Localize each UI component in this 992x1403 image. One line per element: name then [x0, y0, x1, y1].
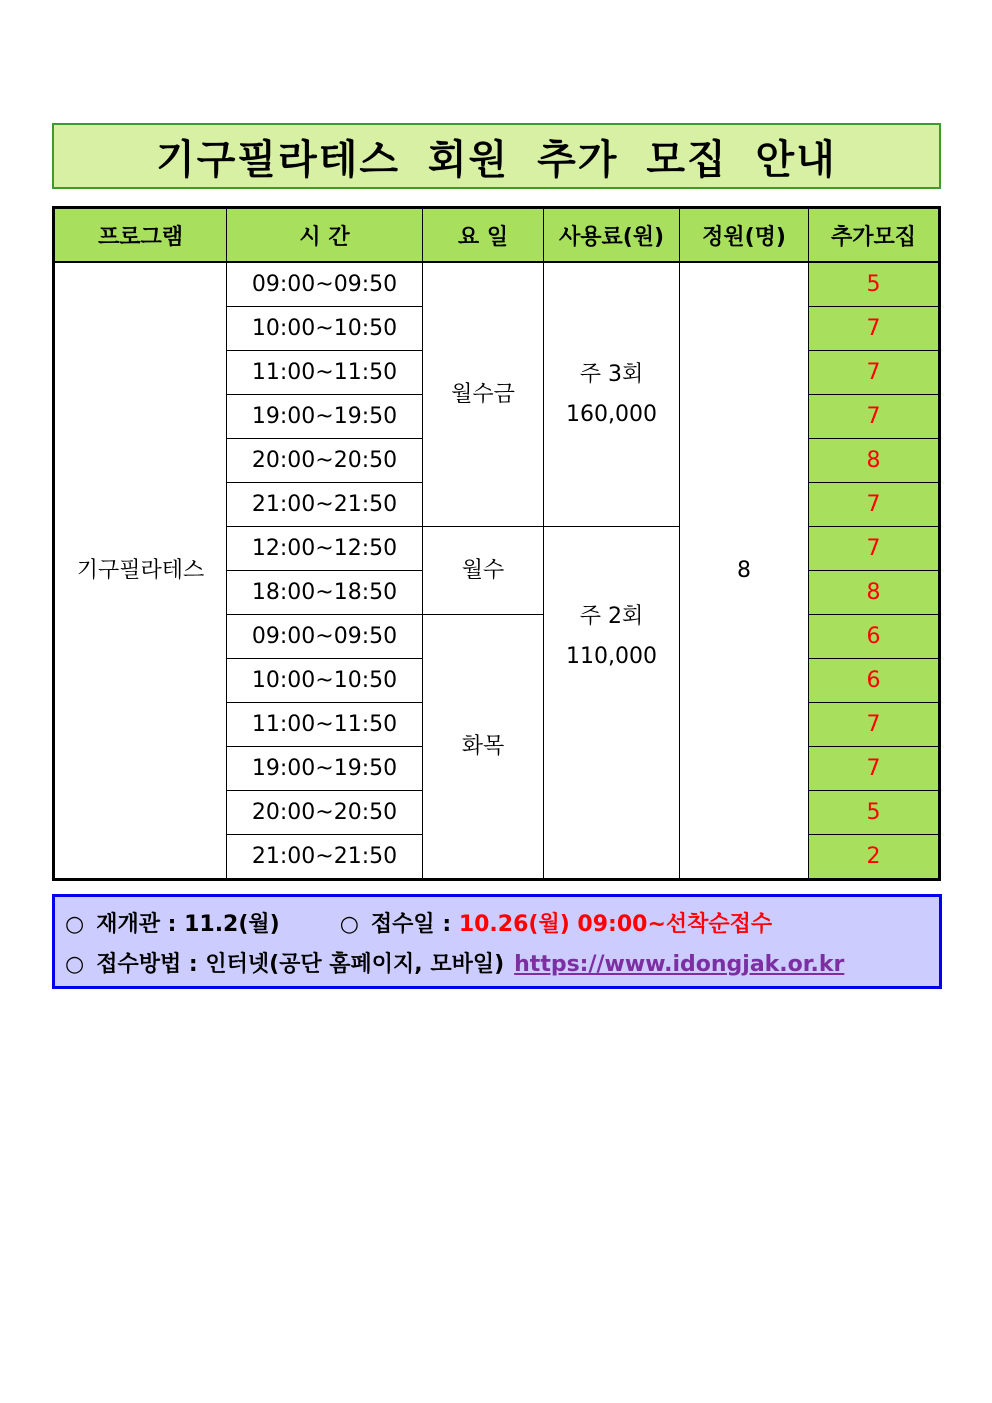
time-cell: 11:00~11:50 — [227, 703, 423, 747]
time-cell: 11:00~11:50 — [227, 351, 423, 395]
table-header-row — [54, 208, 940, 263]
time-cell: 19:00~19:50 — [227, 395, 423, 439]
fee-cell — [544, 262, 680, 527]
additional-cell: 7 — [809, 703, 940, 747]
application-method: 접수방법 : 인터넷(공단 홈페이지, 모바일) — [96, 952, 505, 977]
fee-frequency: 주 2회 — [579, 603, 644, 629]
additional-cell: 7 — [809, 527, 940, 571]
time-cell: 21:00~21:50 — [227, 835, 423, 880]
info-line-dates — [65, 907, 772, 938]
time-cell: 09:00~09:50 — [227, 615, 423, 659]
header-days: 요 일 — [423, 208, 544, 263]
header-program: 프로그램 — [54, 208, 227, 263]
time-cell: 10:00~10:50 — [227, 307, 423, 351]
info-line-method — [65, 947, 844, 978]
additional-cell: 8 — [809, 439, 940, 483]
additional-cell: 7 — [809, 351, 940, 395]
time-cell: 19:00~19:50 — [227, 747, 423, 791]
additional-cell: 7 — [809, 483, 940, 527]
fee-price: 160,000 — [566, 401, 657, 427]
receipt-date: 10.26(월) 09:00~선착순접수 — [458, 912, 773, 937]
header-additional: 추가모집 — [809, 208, 940, 263]
program-cell: 기구필라테스 — [54, 262, 227, 880]
capacity-cell: 8 — [680, 262, 809, 880]
table-row — [54, 262, 940, 307]
circle-bullet-icon: ○ — [339, 912, 359, 937]
header-time: 시 간 — [227, 208, 423, 263]
time-cell: 21:00~21:50 — [227, 483, 423, 527]
days-cell: 화목 — [423, 615, 544, 880]
receipt-label: 접수일 : — [370, 912, 452, 937]
time-cell: 20:00~20:50 — [227, 791, 423, 835]
days-cell: 월수금 — [423, 262, 544, 527]
additional-cell: 5 — [809, 262, 940, 307]
page-title: 기구필라테스 회원 추가 모집 안내 — [52, 123, 941, 189]
fee-cell — [544, 527, 680, 880]
time-cell: 09:00~09:50 — [227, 262, 423, 307]
time-cell: 18:00~18:50 — [227, 571, 423, 615]
schedule-table — [52, 206, 941, 881]
circle-bullet-icon: ○ — [65, 912, 85, 937]
additional-cell: 7 — [809, 747, 940, 791]
time-cell: 10:00~10:50 — [227, 659, 423, 703]
time-cell: 20:00~20:50 — [227, 439, 423, 483]
website-link[interactable]: https://www.idongjak.or.kr — [514, 952, 845, 977]
info-box — [52, 894, 942, 989]
additional-cell: 8 — [809, 571, 940, 615]
time-cell: 12:00~12:50 — [227, 527, 423, 571]
additional-cell: 5 — [809, 791, 940, 835]
additional-cell: 6 — [809, 659, 940, 703]
header-fee: 사용료(원) — [544, 208, 680, 263]
fee-price: 110,000 — [566, 643, 657, 669]
additional-cell: 2 — [809, 835, 940, 880]
reopen-date: 재개관 : 11.2(월) — [96, 912, 280, 937]
additional-cell: 7 — [809, 395, 940, 439]
additional-cell: 6 — [809, 615, 940, 659]
days-cell: 월수 — [423, 527, 544, 615]
fee-frequency: 주 3회 — [579, 361, 644, 387]
additional-cell: 7 — [809, 307, 940, 351]
circle-bullet-icon: ○ — [65, 952, 85, 977]
header-capacity: 정원(명) — [680, 208, 809, 263]
